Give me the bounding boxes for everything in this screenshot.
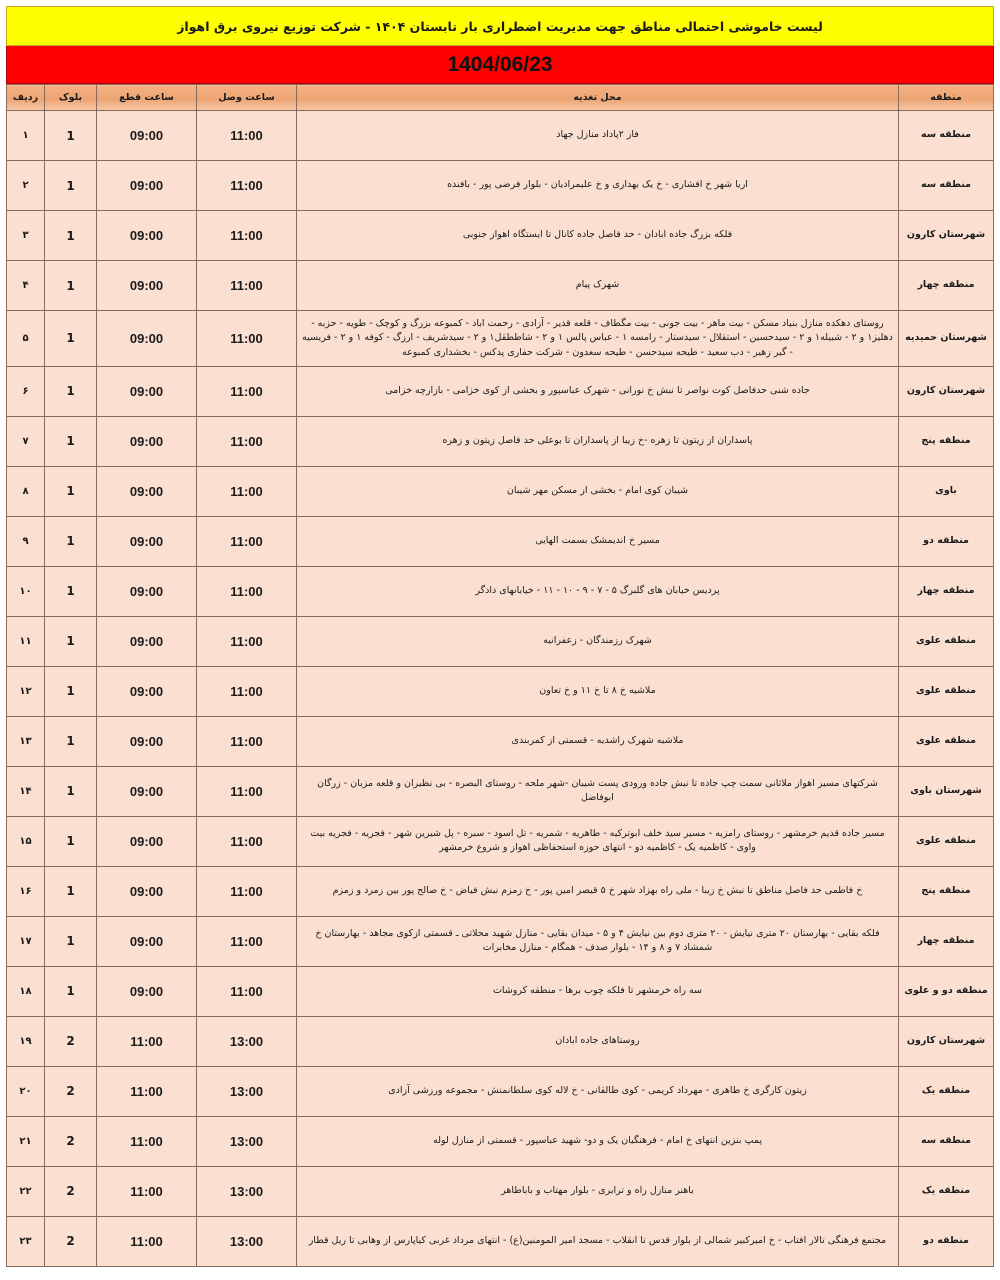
- cell-off-time: 09:00: [97, 211, 197, 261]
- cell-on-time: 11:00: [197, 966, 297, 1016]
- cell-block: 2: [45, 1166, 97, 1216]
- cell-block: 1: [45, 616, 97, 666]
- table-header-row: [7, 85, 994, 111]
- cell-rownum: ۱: [7, 111, 45, 161]
- cell-off-time: 09:00: [97, 366, 197, 416]
- cell-on-time: 11:00: [197, 866, 297, 916]
- cell-place: ملاشیه شهرک راشدیه - قسمتی از کمربندی: [297, 716, 899, 766]
- table-row: [7, 516, 994, 566]
- cell-place: فلکه بزرگ جاده ابادان - حد فاصل جاده کانال تا ایستگاه اهواز جنوبی: [297, 211, 899, 261]
- cell-on-time: 11:00: [197, 816, 297, 866]
- cell-on-time: 13:00: [197, 1066, 297, 1116]
- cell-region: منطقه علوی: [899, 616, 994, 666]
- cell-region: منطقه چهار: [899, 916, 994, 966]
- cell-place: اریا شهر خ افشاری - خ یک بهداری و خ علیمرادیان - بلوار فرضی پور - بافنده: [297, 161, 899, 211]
- cell-rownum: ۱۶: [7, 866, 45, 916]
- cell-place: زیتون کارگری خ طاهری - مهرداد کریمی - کوی طالقانی - خ لاله کوی سلطانمنش - مجموعه ورزشی آزادی: [297, 1066, 899, 1116]
- cell-off-time: 11:00: [97, 1116, 197, 1166]
- table-row: [7, 966, 994, 1016]
- cell-on-time: 11:00: [197, 566, 297, 616]
- table-row: [7, 1066, 994, 1116]
- cell-on-time: 11:00: [197, 366, 297, 416]
- cell-block: 1: [45, 366, 97, 416]
- table-row: [7, 716, 994, 766]
- cell-place: خ فاطمی حد فاصل مناطق تا نبش خ زیبا - ملی راه بهزاد شهر خ ۵ قیصر امین پور - خ زمزم نبش فیاض - خ صالح پور بین زمرد و زمزم: [297, 866, 899, 916]
- cell-off-time: 09:00: [97, 766, 197, 816]
- cell-on-time: 13:00: [197, 1116, 297, 1166]
- cell-rownum: ۷: [7, 416, 45, 466]
- cell-off-time: 09:00: [97, 716, 197, 766]
- cell-region: منطقه دو و علوی: [899, 966, 994, 1016]
- cell-block: 1: [45, 261, 97, 311]
- cell-block: 1: [45, 311, 97, 367]
- cell-block: 1: [45, 766, 97, 816]
- cell-place: روستای دهکده منازل بنیاد مسکن - بیت ماهر - بیت جونی - بیت مگطاف - قلعه قدیر - آزادی - رحمت اباد - کمبوعه بزرگ و کوچک - طویه - حزبه - دهلیز۱ و ۲ - شبیله۱ و ۲ - سیدحسین - استقلال - سیدستار - رامسه ۱ - عباس پالس ۱ و ۲ - شاططقل۱ و ۲ - سیدشریف - ارزگ - کوفه ۱ و ۲ - فریسیه - گبر زهیر - دب سعید - طیحه سیدحسن - طیحه سعدون - شرکت حفاری پدکس - بخشداری کمبوعه: [297, 311, 899, 367]
- cell-block: 1: [45, 716, 97, 766]
- cell-region: منطقه یک: [899, 1066, 994, 1116]
- cell-rownum: ۲۰: [7, 1066, 45, 1116]
- cell-place: شرکتهای مسیر اهواز ملاثانی سمت چپ جاده تا نبش جاده ورودی پست شیبان -شهر ملحه - روستای البصره - بی نظیران و قلعه مزبان - زرگان ابوفاضل: [297, 766, 899, 816]
- cell-rownum: ۱۸: [7, 966, 45, 1016]
- cell-region: منطقه دو: [899, 1216, 994, 1266]
- cell-rownum: ۱۳: [7, 716, 45, 766]
- cell-on-time: 13:00: [197, 1016, 297, 1066]
- cell-region: باوی: [899, 466, 994, 516]
- table-row: [7, 1116, 994, 1166]
- cell-on-time: 13:00: [197, 1216, 297, 1266]
- table-row: [7, 366, 994, 416]
- cell-rownum: ۱۵: [7, 816, 45, 866]
- cell-block: 1: [45, 566, 97, 616]
- cell-block: 1: [45, 111, 97, 161]
- cell-block: 1: [45, 211, 97, 261]
- table-row: [7, 111, 994, 161]
- cell-off-time: 09:00: [97, 816, 197, 866]
- table-body: [7, 111, 994, 1267]
- cell-region: شهرستان کارون: [899, 366, 994, 416]
- cell-off-time: 11:00: [97, 1216, 197, 1266]
- table-row: [7, 161, 994, 211]
- table-row: [7, 616, 994, 666]
- column-header-on-time: ساعت وصل: [197, 85, 297, 111]
- cell-place: مجتمع فرهنگی تالار افتاب - خ امیرکبیر شمالی از بلوار قدس تا انقلاب - مسجد امیر المومنین(ع) - انتهای مرداد غربی کیاپارس از وهابی تا ریل قطار: [297, 1216, 899, 1266]
- cell-rownum: ۸: [7, 466, 45, 516]
- cell-place: روستاهای جاده ابادان: [297, 1016, 899, 1066]
- cell-on-time: 11:00: [197, 261, 297, 311]
- cell-block: 2: [45, 1066, 97, 1116]
- cell-off-time: 09:00: [97, 466, 197, 516]
- outage-table: [6, 84, 994, 1267]
- cell-rownum: ۲: [7, 161, 45, 211]
- cell-place: فاز ۲پاداد منازل جهاد: [297, 111, 899, 161]
- cell-rownum: ۱۰: [7, 566, 45, 616]
- cell-on-time: 11:00: [197, 766, 297, 816]
- cell-on-time: 11:00: [197, 311, 297, 367]
- cell-place: جاده شنی حدفاصل کوت نواصر تا نبش خ نورانی - شهرک عباسپور و بخشی از کوی خزامی - بازارچه خزامی: [297, 366, 899, 416]
- cell-region: منطقه علوی: [899, 666, 994, 716]
- cell-rownum: ۹: [7, 516, 45, 566]
- cell-block: 1: [45, 666, 97, 716]
- cell-rownum: ۱۱: [7, 616, 45, 666]
- cell-region: منطقه پنج: [899, 866, 994, 916]
- cell-rownum: ۲۳: [7, 1216, 45, 1266]
- cell-on-time: 11:00: [197, 111, 297, 161]
- table-row: [7, 816, 994, 866]
- cell-rownum: ۶: [7, 366, 45, 416]
- column-header-place: محل تغذیه: [297, 85, 899, 111]
- cell-region: منطقه دو: [899, 516, 994, 566]
- cell-region: منطقه سه: [899, 161, 994, 211]
- cell-place: شهرک پیام: [297, 261, 899, 311]
- cell-place: شهرک رزمندگان - زعفرانیه: [297, 616, 899, 666]
- cell-region: شهرستان کارون: [899, 211, 994, 261]
- cell-block: 2: [45, 1116, 97, 1166]
- cell-on-time: 11:00: [197, 516, 297, 566]
- cell-rownum: ۳: [7, 211, 45, 261]
- cell-rownum: ۱۴: [7, 766, 45, 816]
- table-row: [7, 566, 994, 616]
- cell-place: پاسداران از زیتون تا زهره -خ زیبا از پاسداران تا بوعلی حد فاصل زیتون و زهره: [297, 416, 899, 466]
- report-title-bar: [6, 6, 994, 46]
- table-header: [7, 85, 994, 111]
- cell-rownum: ۱۲: [7, 666, 45, 716]
- cell-on-time: 11:00: [197, 916, 297, 966]
- cell-place: سه راه خرمشهر تا فلکه چوب برها - منطقه کروشات: [297, 966, 899, 1016]
- cell-off-time: 09:00: [97, 616, 197, 666]
- cell-rownum: ۲۱: [7, 1116, 45, 1166]
- cell-region: منطقه سه: [899, 111, 994, 161]
- cell-on-time: 11:00: [197, 616, 297, 666]
- cell-on-time: 11:00: [197, 161, 297, 211]
- cell-region: منطقه سه: [899, 1116, 994, 1166]
- cell-off-time: 09:00: [97, 416, 197, 466]
- cell-off-time: 11:00: [97, 1166, 197, 1216]
- cell-block: 1: [45, 516, 97, 566]
- cell-region: منطقه چهار: [899, 566, 994, 616]
- cell-on-time: 11:00: [197, 211, 297, 261]
- cell-on-time: 11:00: [197, 416, 297, 466]
- cell-region: منطقه چهار: [899, 261, 994, 311]
- table-row: [7, 1216, 994, 1266]
- cell-off-time: 09:00: [97, 866, 197, 916]
- cell-on-time: 11:00: [197, 466, 297, 516]
- cell-off-time: 09:00: [97, 566, 197, 616]
- table-row: [7, 261, 994, 311]
- table-row: [7, 766, 994, 816]
- cell-block: 1: [45, 816, 97, 866]
- cell-rownum: ۱۷: [7, 916, 45, 966]
- cell-on-time: 13:00: [197, 1166, 297, 1216]
- cell-place: فلکه بقایی - بهارستان ۲۰ متری نیایش - ۲۰ متری دوم بین نیایش ۴ و ۵ - میدان بقایی - منازل شهید محلاتی ـ قسمتی ازکوی مجاهد - بهارستان خ شمشاد ۷ و ۸ و ۱۴ - بلوار صدف - همگام - منازل مخابرات: [297, 916, 899, 966]
- cell-block: 1: [45, 161, 97, 211]
- cell-block: 1: [45, 966, 97, 1016]
- table-row: [7, 466, 994, 516]
- cell-region: منطقه یک: [899, 1166, 994, 1216]
- cell-region: شهرستان باوی: [899, 766, 994, 816]
- report-date: 1404/06/23: [447, 52, 553, 76]
- column-header-block: بلوک: [45, 85, 97, 111]
- cell-off-time: 09:00: [97, 261, 197, 311]
- table-row: [7, 211, 994, 261]
- page-title: لیست خاموشی احتمالی مناطق جهت مدیریت اضطراری بار تابستان ۱۴۰۴ - شرکت توزیع نیروی برق اهواز: [177, 18, 823, 34]
- cell-rownum: ۴: [7, 261, 45, 311]
- cell-place: پمپ بنزین انتهای خ امام - فرهنگیان یک و دو- شهید عباسپور - قسمتی از منازل لوله: [297, 1116, 899, 1166]
- cell-off-time: 09:00: [97, 516, 197, 566]
- cell-block: 2: [45, 1016, 97, 1066]
- table-row: [7, 666, 994, 716]
- column-header-rownum: ردیف: [7, 85, 45, 111]
- cell-off-time: 09:00: [97, 111, 197, 161]
- cell-region: منطقه علوی: [899, 816, 994, 866]
- column-header-off-time: ساعت قطع: [97, 85, 197, 111]
- cell-region: منطقه علوی: [899, 716, 994, 766]
- cell-off-time: 11:00: [97, 1016, 197, 1066]
- cell-place: پردیس خیابان های گلبرگ ۵ - ۷ - ۹ - ۱۰ - ۱۱ - خیابانهای دادگر: [297, 566, 899, 616]
- cell-block: 1: [45, 916, 97, 966]
- table-row: [7, 866, 994, 916]
- cell-rownum: ۱۹: [7, 1016, 45, 1066]
- cell-place: مسیر جاده قدیم خرمشهر - روستای رامزیه - مسیر سید خلف ابوترکیه - طاهریه - شمریه - تل اسود - سبره - پل شیرین شهر - فجریه - فجریه بیت واوی - کاظمیه یک - کاظمیه دو - انتهای حوزه استحفاظی اهواز و شروع خرمشهر: [297, 816, 899, 866]
- cell-region: شهرستان حمیدیه: [899, 311, 994, 367]
- cell-region: منطقه پنج: [899, 416, 994, 466]
- cell-place: شیبان کوی امام - بخشی از مسکن مهر شیبان: [297, 466, 899, 516]
- cell-off-time: 11:00: [97, 1066, 197, 1116]
- cell-place: مسیر خ اندیمشک بسمت الهایی: [297, 516, 899, 566]
- cell-on-time: 11:00: [197, 666, 297, 716]
- table-row: [7, 1166, 994, 1216]
- cell-off-time: 09:00: [97, 311, 197, 367]
- report-date-bar: [6, 46, 994, 84]
- cell-off-time: 09:00: [97, 666, 197, 716]
- cell-off-time: 09:00: [97, 161, 197, 211]
- cell-off-time: 09:00: [97, 966, 197, 1016]
- table-row: [7, 916, 994, 966]
- cell-place: باهنر منازل راه و ترابری - بلوار مهتاب و باباطاهر: [297, 1166, 899, 1216]
- cell-rownum: ۵: [7, 311, 45, 367]
- cell-block: 1: [45, 866, 97, 916]
- cell-place: ملاشیه خ ۸ تا خ ۱۱ و خ تعاون: [297, 666, 899, 716]
- cell-region: شهرستان کارون: [899, 1016, 994, 1066]
- cell-block: 1: [45, 466, 97, 516]
- cell-off-time: 09:00: [97, 916, 197, 966]
- table-row: [7, 1016, 994, 1066]
- column-header-region: منطقه: [899, 85, 994, 111]
- cell-on-time: 11:00: [197, 716, 297, 766]
- table-row: [7, 416, 994, 466]
- cell-block: 2: [45, 1216, 97, 1266]
- table-row: [7, 311, 994, 367]
- cell-block: 1: [45, 416, 97, 466]
- cell-rownum: ۲۲: [7, 1166, 45, 1216]
